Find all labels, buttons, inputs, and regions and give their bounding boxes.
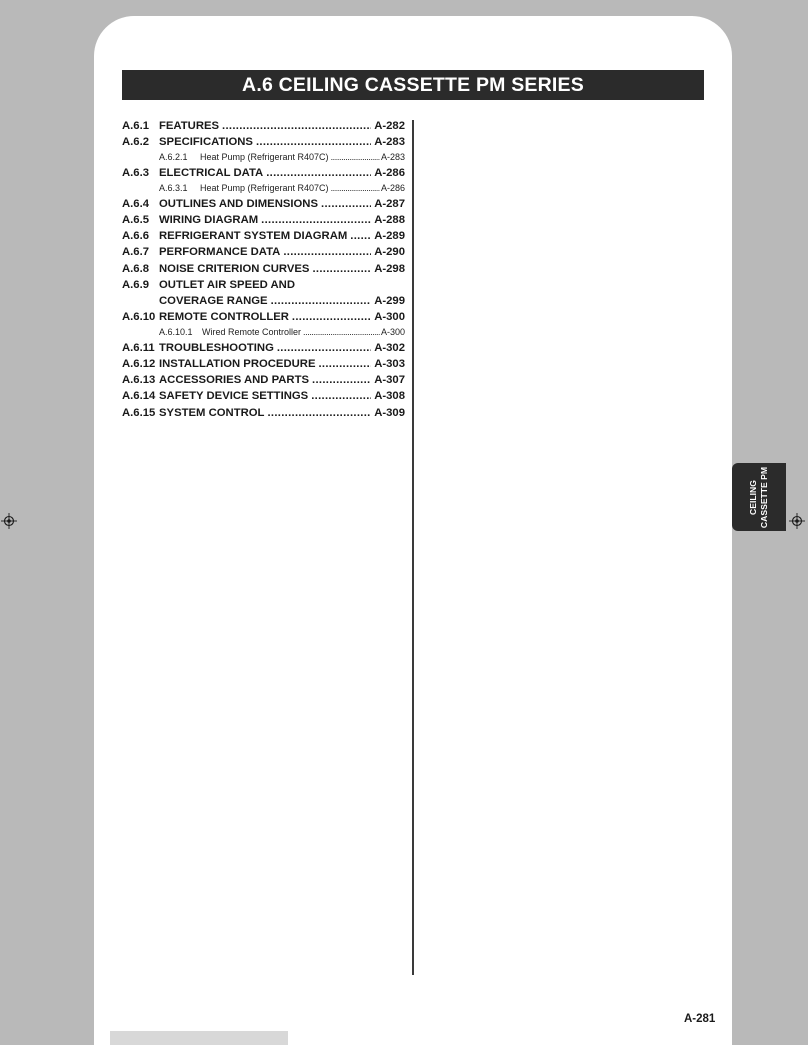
toc-page-ref: A-298 (374, 262, 405, 275)
toc-label: Wired Remote Controller (202, 327, 302, 338)
toc-number: A.6.6 (122, 230, 150, 243)
toc-leader-dots (303, 325, 380, 340)
toc-page-ref: A-283 (380, 152, 405, 163)
toc-leader-dots (331, 181, 380, 196)
toc-entry-installation[interactable] (122, 356, 405, 372)
toc-leader-dots (222, 118, 371, 134)
toc-leader-dots (277, 340, 371, 356)
toc-number: A.6.13 (122, 374, 156, 387)
toc-label: OUTLINES AND DIMENSIONS (159, 197, 319, 210)
toc-page-ref: A-308 (374, 390, 405, 403)
toc-label: TROUBLESHOOTING (159, 341, 274, 354)
toc-leader-dots (311, 388, 371, 404)
toc-number: A.6.15 (122, 406, 156, 419)
toc-number: A.6.8 (122, 262, 150, 275)
toc-label: Heat Pump (Refrigerant R407C) (200, 183, 329, 194)
toc-page-ref: A-283 (374, 136, 405, 149)
toc-leader-dots (271, 293, 372, 309)
toc-label: ACCESSORIES AND PARTS (159, 374, 310, 387)
toc-page-ref: A-300 (380, 327, 405, 338)
toc-number: A.6.9 (122, 278, 150, 291)
toc-label: COVERAGE RANGE (159, 294, 268, 307)
toc-subentry-wired-remote[interactable] (122, 325, 405, 340)
toc-number: A.6.5 (122, 213, 150, 226)
page-title: A.6 CEILING CASSETTE PM SERIES (242, 73, 584, 96)
toc-number: A.6.7 (122, 246, 150, 259)
toc-label: REFRIGERANT SYSTEM DIAGRAM (159, 230, 348, 243)
toc-entry-features[interactable] (122, 118, 405, 134)
toc-label: PERFORMANCE DATA (159, 246, 281, 259)
toc-page-ref: A-286 (374, 166, 405, 179)
side-tab-label (749, 466, 770, 527)
toc-page-ref: A-309 (374, 406, 405, 419)
toc-label: SYSTEM CONTROL (159, 406, 265, 419)
side-tab-line-2: CASSETTE PM (759, 466, 769, 528)
toc-subentry-elec-heat-pump[interactable] (122, 181, 405, 196)
toc-page-ref: A-282 (374, 120, 405, 132)
toc-page-ref: A-290 (374, 246, 405, 259)
side-tab-line-1: CEILING (748, 479, 759, 515)
toc-leader-dots (267, 405, 371, 421)
toc-leader-dots (312, 261, 371, 277)
section-side-tab[interactable] (732, 463, 786, 531)
toc-label: REMOTE CONTROLLER (159, 311, 289, 324)
toc-label: ELECTRICAL DATA (159, 166, 264, 179)
toc-entry-wiring-diagram[interactable] (122, 212, 405, 228)
toc-page-ref: A-300 (374, 311, 405, 324)
registration-mark-right-icon (789, 513, 805, 529)
toc-page-ref: A-307 (374, 374, 405, 387)
toc-number: A.6.1 (122, 120, 150, 132)
toc-entry-remote-controller[interactable] (122, 309, 405, 325)
toc-number: A.6.3.1 (159, 183, 188, 194)
column-divider (412, 120, 414, 975)
toc-leader-dots (350, 228, 371, 244)
toc-page-ref: A-299 (374, 294, 405, 307)
toc-page-ref: A-287 (374, 197, 405, 210)
toc-number: A.6.10.1 (159, 327, 193, 338)
toc-entry-coverage-range[interactable] (122, 293, 405, 309)
toc-label: INSTALLATION PROCEDURE (159, 358, 316, 371)
toc-label: OUTLET AIR SPEED AND (159, 278, 295, 291)
title-bar (122, 70, 704, 100)
toc-leader-dots (321, 196, 371, 212)
toc-number: A.6.12 (122, 358, 156, 371)
toc-leader-dots (283, 244, 371, 260)
toc-leader-dots (292, 309, 371, 325)
toc-entry-safety-devices[interactable] (122, 388, 405, 404)
toc-entry-accessories[interactable] (122, 372, 405, 388)
toc-leader-dots (318, 356, 371, 372)
table-of-contents (122, 118, 405, 421)
toc-number: A.6.2 (122, 136, 150, 149)
toc-label: FEATURES (159, 120, 220, 132)
toc-label: SAFETY DEVICE SETTINGS (159, 390, 309, 403)
toc-number: A.6.2.1 (159, 152, 188, 163)
toc-leader-dots (266, 165, 371, 181)
toc-number: A.6.3 (122, 166, 150, 179)
toc-page-ref: A-289 (374, 230, 405, 243)
registration-mark-left-icon (1, 513, 17, 529)
toc-entry-noise-criterion[interactable] (122, 261, 405, 277)
toc-label: NOISE CRITERION CURVES (159, 262, 310, 275)
toc-page-ref: A-288 (374, 213, 405, 226)
toc-leader-dots (256, 134, 371, 150)
toc-entry-troubleshooting[interactable] (122, 340, 405, 356)
toc-leader-dots (312, 372, 371, 388)
toc-entry-refrigerant-diagram[interactable] (122, 228, 405, 244)
toc-entry-specifications[interactable] (122, 134, 405, 150)
toc-subentry-spec-heat-pump[interactable] (122, 150, 405, 165)
toc-number: A.6.14 (122, 390, 156, 403)
toc-page-ref: A-303 (374, 358, 405, 371)
toc-entry-system-control[interactable] (122, 405, 405, 421)
toc-leader-dots (261, 212, 371, 228)
toc-label: SPECIFICATIONS (159, 136, 253, 149)
bottom-strip (110, 1031, 288, 1045)
toc-entry-performance-data[interactable] (122, 244, 405, 260)
toc-number: A.6.10 (122, 311, 156, 324)
toc-label: Heat Pump (Refrigerant R407C) (200, 152, 329, 163)
toc-number: A.6.11 (122, 341, 155, 354)
toc-page-ref: A-286 (380, 183, 405, 194)
toc-entry-electrical-data[interactable] (122, 165, 405, 181)
toc-page-ref: A-302 (374, 341, 405, 354)
toc-entry-outlet-air-speed[interactable] (122, 277, 405, 293)
page-number: A-281 (684, 1013, 716, 1025)
toc-label: WIRING DIAGRAM (159, 213, 259, 226)
toc-leader-dots (331, 150, 380, 165)
toc-entry-outlines[interactable] (122, 196, 405, 212)
toc-number: A.6.4 (122, 197, 150, 210)
